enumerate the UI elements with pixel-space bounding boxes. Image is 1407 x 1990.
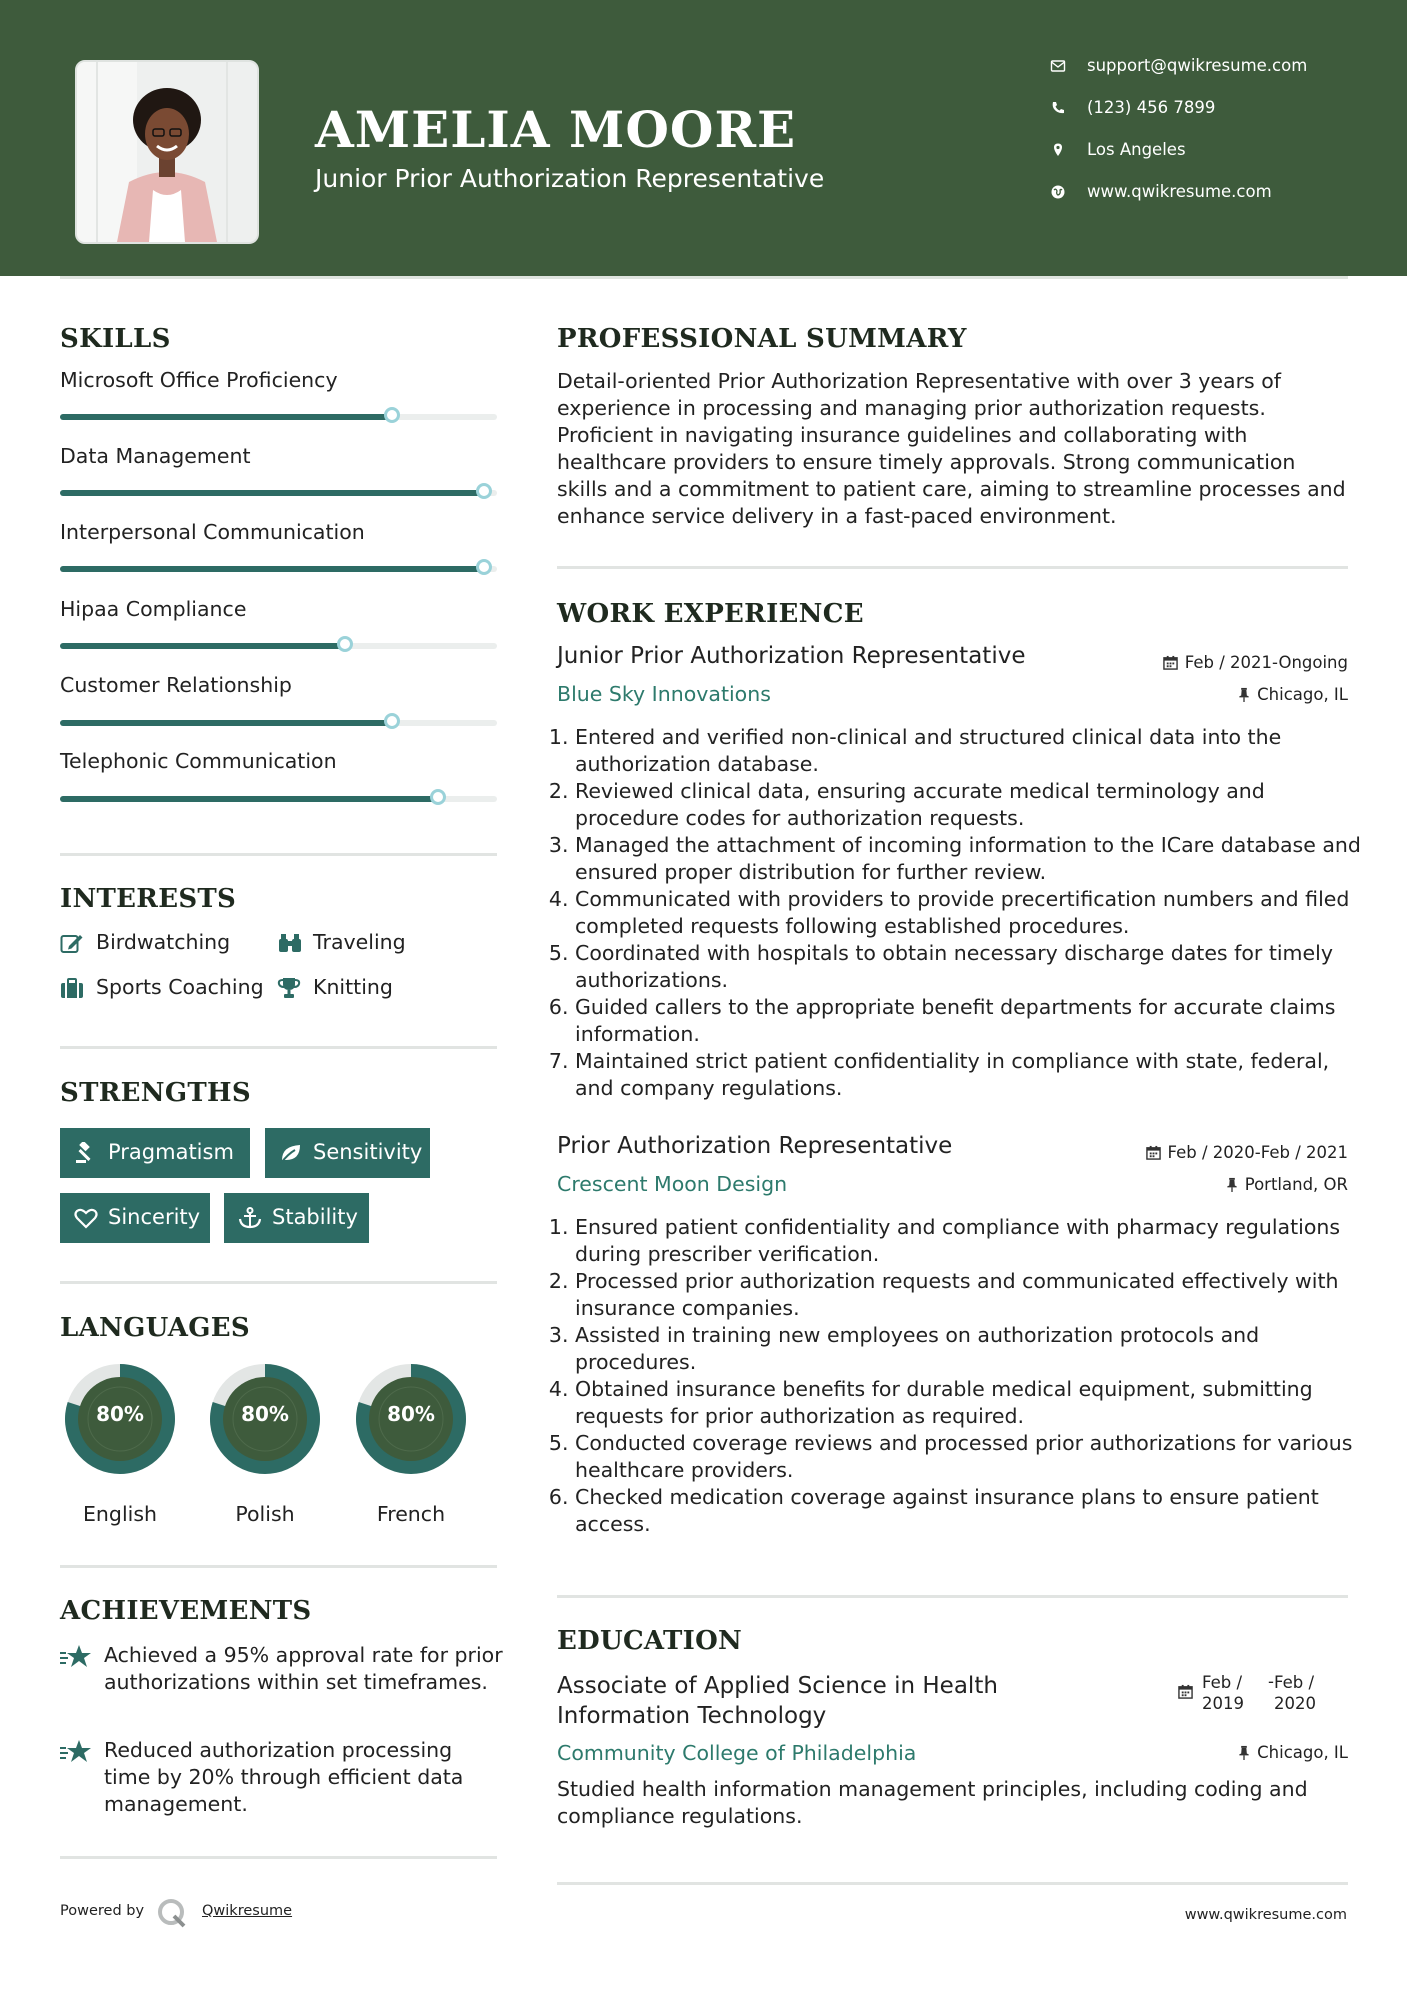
phone-icon — [1050, 100, 1066, 116]
education-date-start: Feb / 2019 — [1202, 1673, 1244, 1713]
skill-label: Hipaa Compliance — [60, 597, 247, 621]
strength-label: Stability — [272, 1205, 358, 1229]
skill-bar-knob — [476, 483, 492, 499]
calendar-icon — [1163, 655, 1178, 670]
skill-label: Interpersonal Communication — [60, 520, 365, 544]
duty-item: 5. Coordinated with hospitals to obtain necessary discharge dates for timely authorizations. — [575, 940, 1365, 994]
degree-title: Associate of Applied Science in Health Information Technology — [557, 1673, 998, 1729]
skill-bar-fill — [60, 414, 388, 420]
job-location — [1226, 1175, 1348, 1194]
section-divider — [60, 1281, 497, 1284]
skill-bar-fill — [60, 720, 388, 726]
skills-heading: SKILLS — [60, 324, 171, 354]
duty-item: 3. Assisted in training new employees on authorization protocols and procedures. — [575, 1322, 1365, 1376]
skill-bar — [60, 414, 497, 420]
skill-label: Data Management — [60, 444, 251, 468]
strength-tag — [224, 1193, 369, 1243]
skill-bar — [60, 643, 497, 649]
achievements-heading: ACHIEVEMENTS — [60, 1596, 312, 1626]
section-divider — [60, 1565, 497, 1568]
skill-bar — [60, 796, 497, 802]
section-divider — [557, 1882, 1348, 1885]
profile-photo — [75, 60, 259, 244]
skill-bar-knob — [430, 789, 446, 805]
company-name: Crescent Moon Design — [557, 1172, 788, 1196]
skill-bar-fill — [60, 796, 434, 802]
job-title: Prior Authorization Representative — [557, 1133, 953, 1159]
education-description: Studied health information management principles, including coding and compliance regulations. — [557, 1777, 1308, 1828]
heart-icon — [74, 1207, 98, 1229]
powered-by-text: Powered by — [60, 1903, 145, 1919]
skill-label: Telephonic Communication — [60, 749, 337, 773]
website-text: www.qwikresume.com — [1087, 182, 1272, 201]
duty-item: 2. Processed prior authorization requests and communicated effectively with insurance companies. — [575, 1268, 1365, 1322]
duty-item: 6. Guided callers to the appropriate benefit departments for accurate claims information. — [575, 994, 1365, 1048]
interest-label: Traveling — [313, 930, 406, 954]
phone-text: (123) 456 7899 — [1087, 98, 1216, 117]
summary-text: Detail-oriented Prior Authorization Representative with over 3 years of experience in processing and managing prior authorization requests. Proficient in navigating insurance guidelines and collaborating with healthcare providers to ensure timely approvals. Strong communication skills and a commitment to patient care, aiming to streamline processes and enhance service delivery in a fast-paced environment. — [557, 369, 1346, 528]
job-location-text: Portland, OR — [1244, 1175, 1348, 1194]
duty-item: 2. Reviewed clinical data, ensuring accurate medical terminology and procedure codes for authorization requests. — [575, 778, 1365, 832]
skill-bar-knob — [384, 407, 400, 423]
skill-bar-knob — [384, 713, 400, 729]
gavel-icon — [74, 1142, 98, 1164]
school-name: Community College of Philadelphia — [557, 1741, 917, 1765]
job-dates-text: Feb / 2021-Ongoing — [1184, 653, 1348, 672]
skill-bar — [60, 566, 497, 572]
education-date-end: Feb / 2020 — [1274, 1673, 1316, 1713]
languages-heading: LANGUAGES — [60, 1313, 250, 1343]
skill-bar-fill — [60, 643, 341, 649]
strength-label: Sincerity — [108, 1205, 201, 1229]
section-divider — [557, 1595, 1348, 1598]
qwikresume-logo-icon — [157, 1898, 189, 1928]
education-location-text: Chicago, IL — [1257, 1743, 1348, 1762]
footer-website-link[interactable]: www.qwikresume.com — [1184, 1907, 1347, 1923]
leaf-icon — [279, 1142, 303, 1164]
binoculars-icon — [277, 932, 303, 954]
location-text: Los Angeles — [1087, 140, 1186, 159]
skill-bar-knob — [476, 559, 492, 575]
section-divider — [60, 1046, 497, 1049]
language-name: Polish — [235, 1502, 295, 1526]
achievement-item — [60, 1642, 503, 1726]
profile-photo-illustration — [77, 62, 257, 242]
calendar-icon — [1146, 1145, 1161, 1160]
language-name: French — [376, 1502, 446, 1526]
job-location — [1238, 685, 1348, 704]
achievement-item — [60, 1737, 500, 1821]
interests-heading: INTERESTS — [60, 884, 237, 914]
star-award-icon — [60, 1644, 92, 1670]
strength-tag — [60, 1128, 250, 1178]
skill-bar — [60, 490, 497, 496]
strength-label: Sensitivity — [313, 1140, 423, 1164]
strength-tag — [265, 1128, 430, 1178]
duty-item: 4. Obtained insurance benefits for durable medical equipment, submitting requests for prior authorization as required. — [575, 1376, 1365, 1430]
strength-tag — [60, 1193, 210, 1243]
section-divider — [60, 853, 497, 856]
achievement-text: Reduced authorization processing time by 20% through efficient data management. — [104, 1738, 464, 1816]
resume-header — [0, 0, 1407, 276]
job-dates-text: Feb / 2020-Feb / 2021 — [1167, 1143, 1348, 1162]
interest-label: Sports Coaching — [96, 975, 264, 999]
trophy-icon — [277, 977, 301, 999]
duty-item: 1. Ensured patient confidentiality and compliance with pharmacy regulations during prescriber verification. — [575, 1214, 1365, 1268]
footer-brand-link[interactable]: Qwikresume — [202, 1903, 293, 1919]
summary-heading: PROFESSIONAL SUMMARY — [557, 324, 967, 354]
skill-bar-knob — [337, 636, 353, 652]
duty-item: 7. Maintained strict patient confidentiality in compliance with state, federal, and company regulations. — [575, 1048, 1365, 1102]
achievement-text: Achieved a 95% approval rate for prior authorizations within set timeframes. — [104, 1643, 503, 1694]
interest-label: Knitting — [313, 975, 393, 999]
language-percent: 80% — [96, 1402, 144, 1426]
education-heading: EDUCATION — [557, 1626, 743, 1656]
strengths-heading: STRENGTHS — [60, 1078, 251, 1108]
skill-bar — [60, 720, 497, 726]
briefcase-icon — [60, 977, 84, 999]
duty-item: 4. Communicated with providers to provide precertification numbers and filed completed requests following established procedures. — [575, 886, 1365, 940]
job-location-text: Chicago, IL — [1257, 685, 1348, 704]
header-divider — [60, 276, 1348, 279]
job-dates — [1146, 1143, 1348, 1162]
experience-heading: WORK EXPERIENCE — [557, 599, 864, 629]
duty-item: 3. Managed the attachment of incoming information to the ICare database and ensured proper distribution for further review. — [575, 832, 1365, 886]
pushpin-icon — [1238, 687, 1250, 702]
candidate-title: Junior Prior Authorization Representative — [315, 164, 825, 193]
candidate-name: AMELIA MOORE — [315, 100, 797, 159]
duty-item: 5. Conducted coverage reviews and processed prior authorizations for various healthcare providers. — [575, 1430, 1365, 1484]
job-dates — [1163, 653, 1348, 672]
calendar-icon — [1178, 1684, 1193, 1699]
pencil-square-icon — [60, 932, 84, 954]
company-name: Blue Sky Innovations — [557, 682, 771, 706]
skill-label: Microsoft Office Proficiency — [60, 368, 338, 392]
pushpin-icon — [1238, 1745, 1250, 1760]
job-duties — [557, 1214, 1365, 1538]
globe-icon — [1050, 184, 1066, 200]
language-percent: 80% — [241, 1402, 289, 1426]
education-dates: Feb / 2019 - Feb / 2020 — [1178, 1672, 1348, 1716]
anchor-icon — [238, 1207, 262, 1229]
duty-item: 1. Entered and verified non-clinical and structured clinical data into the authorization database. — [575, 724, 1365, 778]
job-duties — [557, 724, 1365, 1102]
skill-bar-fill — [60, 566, 480, 572]
star-award-icon — [60, 1739, 92, 1765]
map-pin-icon — [1050, 142, 1066, 158]
duty-item: 6. Checked medication coverage against insurance plans to ensure patient access. — [575, 1484, 1365, 1538]
skill-bar-fill — [60, 490, 480, 496]
language-percent: 80% — [387, 1402, 435, 1426]
section-divider — [557, 566, 1348, 569]
interest-label: Birdwatching — [96, 930, 231, 954]
section-divider — [60, 1856, 497, 1859]
strength-label: Pragmatism — [108, 1140, 234, 1164]
job-title: Junior Prior Authorization Representative — [557, 643, 1026, 669]
email-text: support@qwikresume.com — [1087, 56, 1308, 75]
envelope-icon — [1050, 58, 1066, 74]
education-location — [1238, 1743, 1348, 1762]
pushpin-icon — [1226, 1177, 1238, 1192]
language-name: English — [82, 1502, 158, 1526]
skill-label: Customer Relationship — [60, 673, 292, 697]
